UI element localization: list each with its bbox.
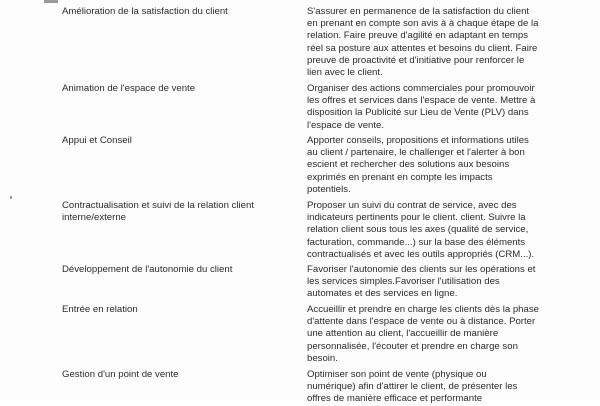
- competency-description: [307, 304, 551, 365]
- description-line: besoin.: [307, 352, 338, 364]
- description-line: contractualisés et avec les outils appropriés (CRM...).: [307, 248, 535, 260]
- competency-name-line: Développement de l'autonomie du client: [62, 264, 233, 275]
- competency-name-line: Amélioration de la satisfaction du client: [62, 6, 228, 17]
- competency-name: [62, 304, 292, 316]
- description-line: facturation, commande...) sur la base des éléments: [307, 236, 526, 248]
- competency-name: [62, 135, 292, 147]
- description-line: Apporter conseils, propositions et informations utiles: [307, 135, 529, 146]
- description-line: les services simples.Favoriser l'utilisation des: [307, 276, 500, 288]
- description-line: Accueillir et prendre en charge les clients dès la phase: [307, 304, 539, 315]
- scan-mark: [44, 0, 58, 3]
- description-line: Favoriser l'autonomie des clients sur les opérations et: [307, 264, 536, 275]
- competency-name-line: Gestion d'un point de vente: [62, 369, 179, 380]
- description-line: réel sa posture aux attentes et besoins du client. Faire: [307, 42, 538, 54]
- competency-description: [307, 135, 551, 196]
- competency-description: [307, 200, 551, 261]
- competency-description: [307, 83, 551, 132]
- competency-name-line: Animation de l'espace de vente: [62, 83, 196, 94]
- description-line: une attention au client, l'accueillir de manière: [307, 328, 499, 340]
- description-line: preuve de proactivité et d'initiative pour renforcer le: [307, 54, 525, 66]
- description-line: les offres et services dans l'espace de vente. Mettre à: [307, 95, 536, 107]
- competency-description: [307, 369, 551, 406]
- competency-name: [62, 200, 292, 224]
- description-line: escient et rechercher des solutions aux besoins: [307, 159, 510, 171]
- competency-name: [62, 6, 292, 18]
- scan-mark: [10, 196, 12, 199]
- description-line: d'attente dans l'espace de vente ou à distance. Porter: [307, 316, 536, 328]
- description-line: relation client sous tous les axes (qualité de service,: [307, 224, 529, 236]
- competency-name-line: Contractualisation et suivi de la relation client: [62, 200, 254, 211]
- description-line: offres de manière efficace et performante: [307, 393, 483, 405]
- description-line: l'espace de vente.: [307, 119, 385, 131]
- description-line: personnalisée, l'écouter et prendre en charge son: [307, 340, 518, 352]
- competency-name: [62, 369, 292, 381]
- description-line: en prenant en compte son avis à à chaque étape de la: [307, 18, 539, 30]
- competency-name-line: interne/externe: [62, 212, 126, 224]
- description-line: automates et des services en ligne.: [307, 288, 458, 300]
- description-line: relation. Faire preuve d'agilité en adaptant en temps: [307, 30, 529, 42]
- description-line: indicateurs pertinents pour le client. client. Suivre la: [307, 212, 526, 224]
- description-line: au client / partenaire, le challenger et l'alerter à bon: [307, 147, 525, 159]
- description-line: exprimés en prenant en compte les impacts: [307, 171, 493, 183]
- description-line: disposition la Publicité sur Lieu de Vente (PLV) dans: [307, 107, 529, 119]
- competency-description: [307, 264, 551, 301]
- description-line: S'assurer en permanence de la satisfaction du client: [307, 6, 530, 17]
- competency-description: [307, 6, 551, 79]
- description-line: Proposer un suivi du contrat de service, avec des: [307, 200, 517, 211]
- competency-name-line: Appui et Conseil: [62, 135, 132, 146]
- competency-name-line: Entrée en relation: [62, 304, 138, 315]
- description-line: lien avec le client.: [307, 67, 383, 79]
- description-line: potentiels.: [307, 183, 351, 195]
- competency-name: [62, 264, 292, 276]
- description-line: Organiser des actions commerciales pour promouvoir: [307, 83, 535, 94]
- description-line: numérique) afin d'attirer le client, de présenter les: [307, 381, 518, 393]
- description-line: Optimiser son point de vente (physique ou: [307, 369, 487, 380]
- competency-name: [62, 83, 292, 95]
